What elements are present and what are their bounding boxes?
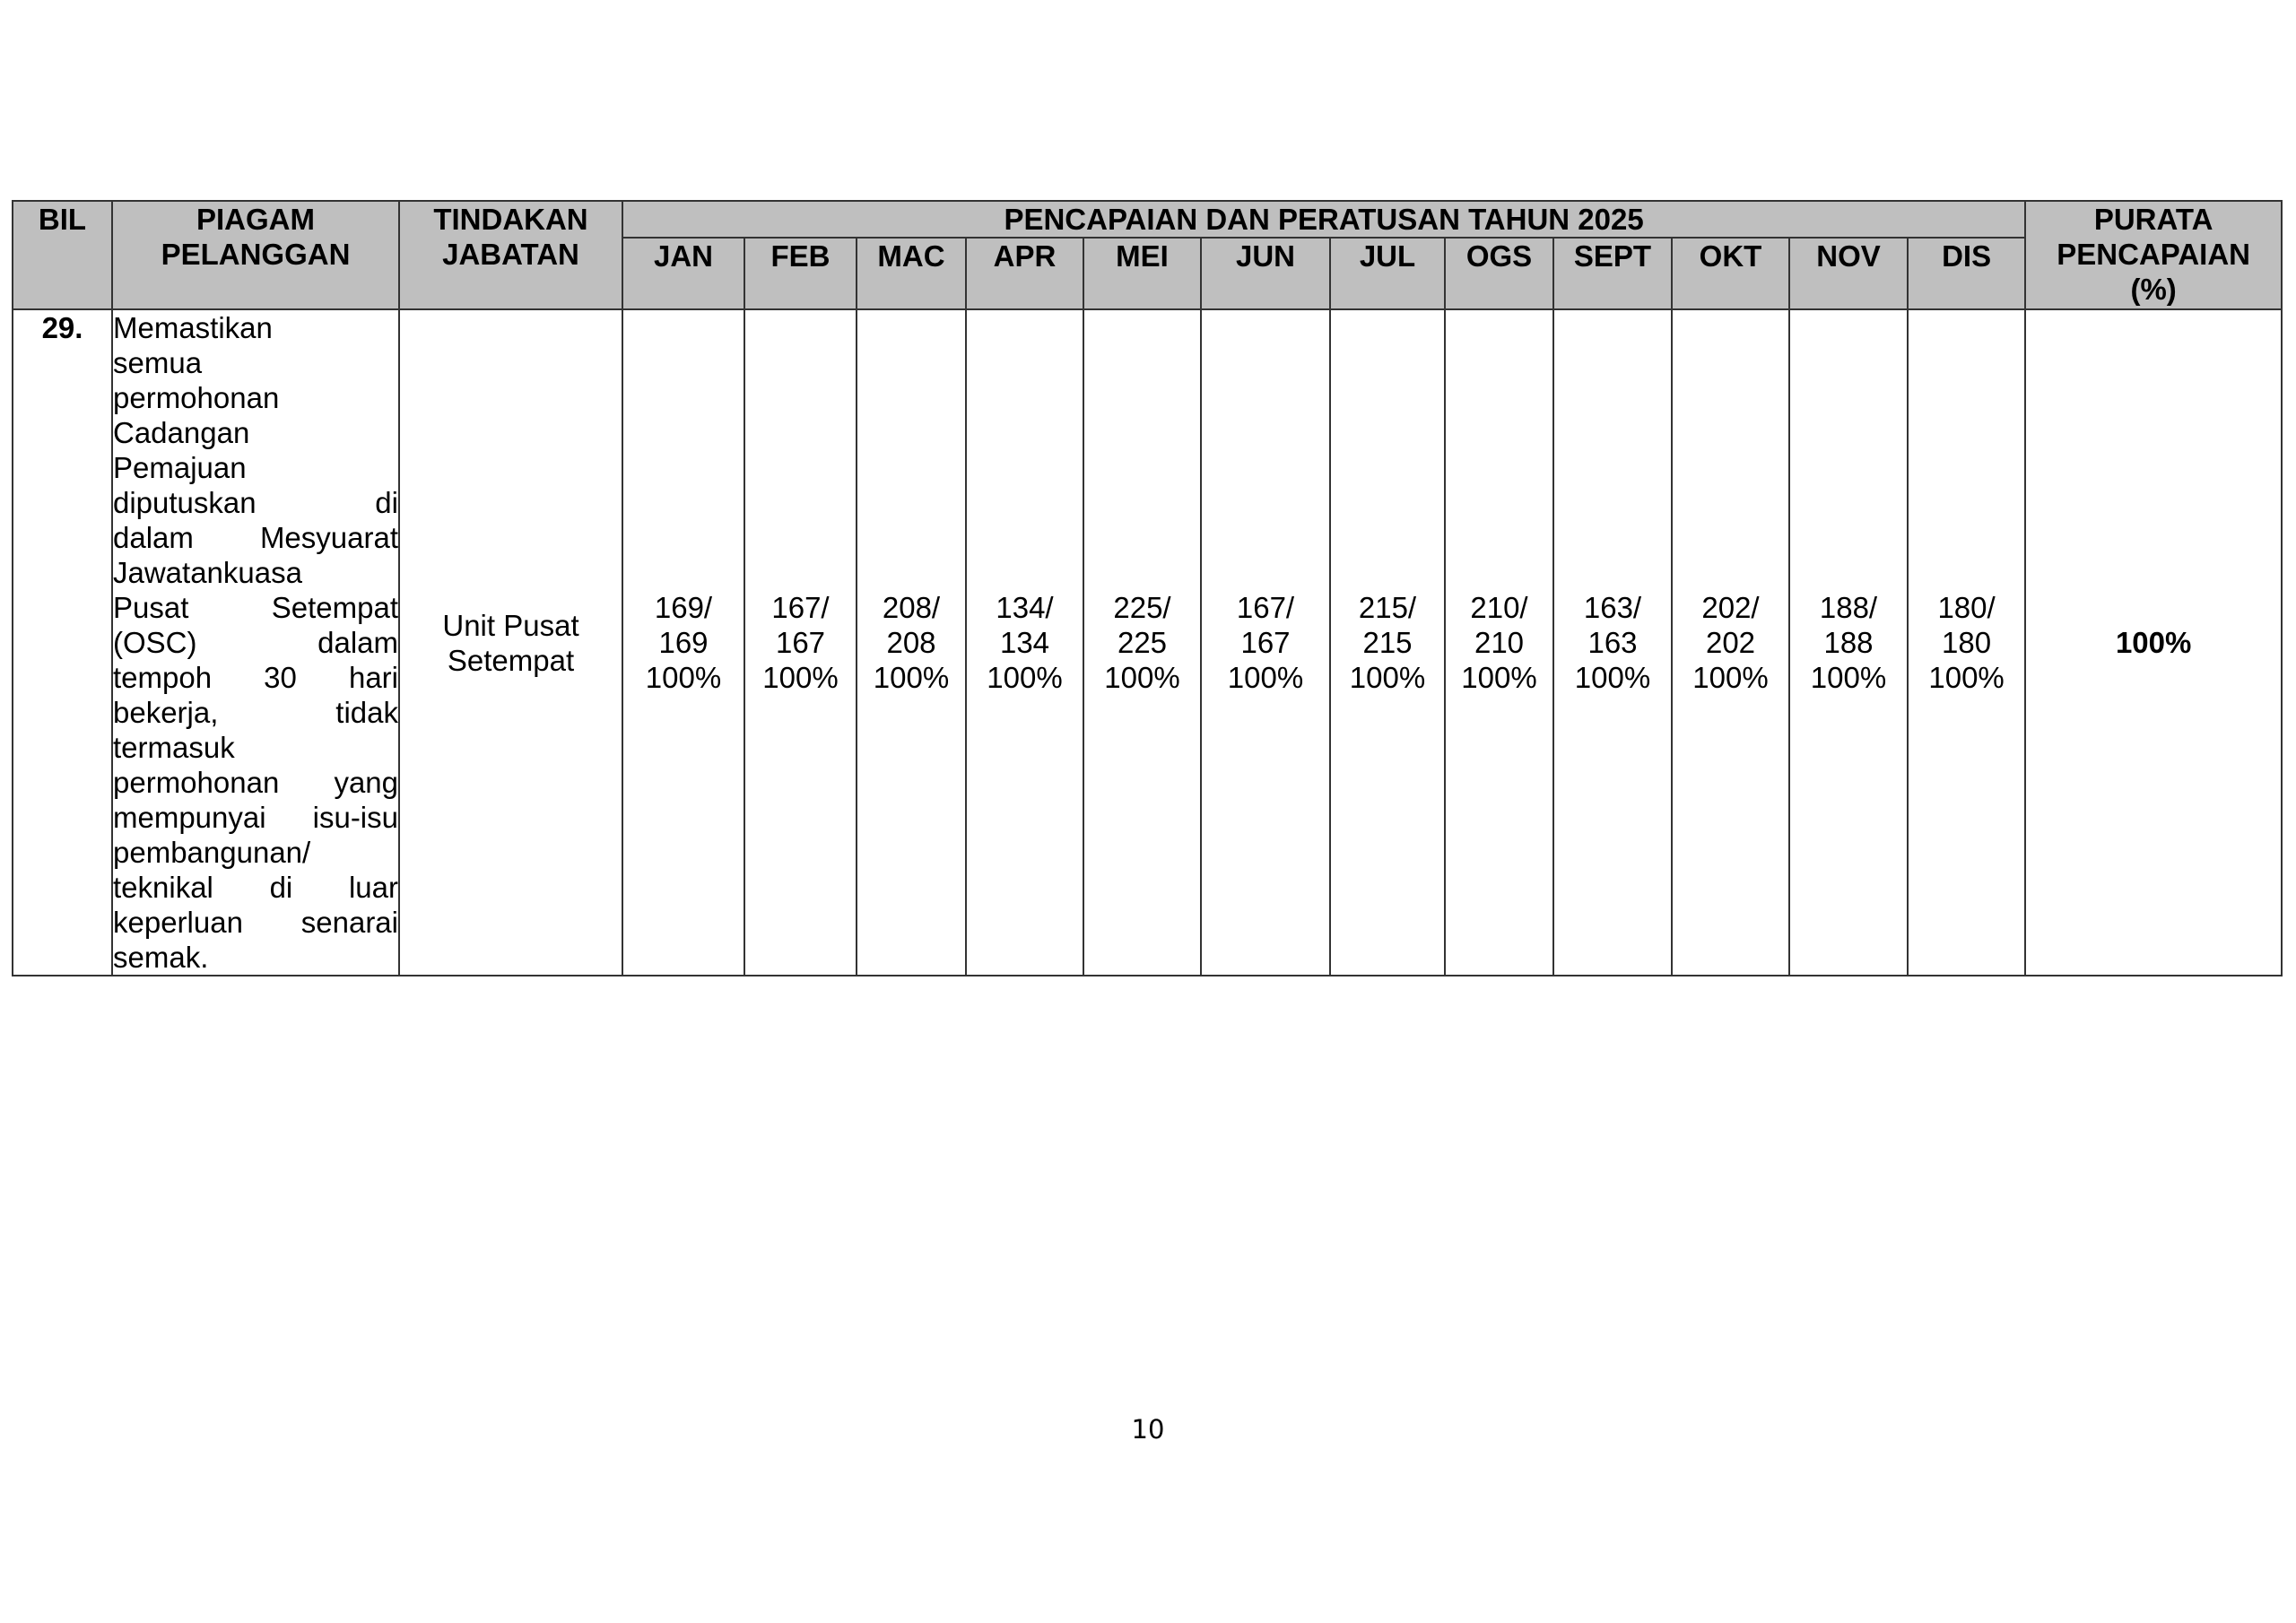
header-piagam: PIAGAM PELANGGAN — [112, 201, 399, 309]
header-month-dis: DIS — [1908, 238, 2025, 309]
header-month-sept: SEPT — [1553, 238, 1672, 309]
piagam-line: Pemajuan — [113, 451, 247, 484]
header-bil: BIL — [13, 201, 112, 309]
month-value-nov: 188/ 188 100% — [1789, 309, 1908, 976]
piagam-line: Pusat Setempat — [113, 591, 398, 624]
page-number: 10 — [1131, 1414, 1165, 1445]
header-tindakan: TINDAKAN JABATAN — [399, 201, 622, 309]
header-month-jan: JAN — [622, 238, 744, 309]
piagam-line: dalam Mesyuarat — [113, 521, 398, 554]
header-month-mei: MEI — [1083, 238, 1201, 309]
achievement-table — [12, 200, 2283, 976]
month-value-ogs: 210/ 210 100% — [1445, 309, 1553, 976]
header-month-jul: JUL — [1330, 238, 1445, 309]
piagam-line: Jawatankuasa — [113, 556, 302, 589]
month-value-mei: 225/ 225 100% — [1083, 309, 1201, 976]
piagam-line: mempunyai isu-isu — [113, 801, 398, 834]
header-month-feb: FEB — [744, 238, 857, 309]
piagam-line: diputuskan di — [113, 486, 398, 519]
piagam-line: (OSC) dalam — [113, 626, 398, 659]
month-value-okt: 202/ 202 100% — [1672, 309, 1789, 976]
row-piagam-text — [112, 309, 399, 976]
month-value-feb: 167/ 167 100% — [744, 309, 857, 976]
piagam-line: permohonan yang — [113, 766, 398, 799]
table-row — [13, 309, 2282, 976]
piagam-line: semak. — [113, 941, 209, 974]
month-value-jun: 167/ 167 100% — [1201, 309, 1330, 976]
month-value-jan: 169/ 169 100% — [622, 309, 744, 976]
header-purata: PURATA PENCAPAIAN (%) — [2025, 201, 2282, 309]
month-value-jul: 215/ 215 100% — [1330, 309, 1445, 976]
header-month-apr: APR — [966, 238, 1083, 309]
header-month-nov: NOV — [1789, 238, 1908, 309]
piagam-line: teknikal di luar — [113, 871, 398, 904]
row-purata-value: 100% — [2025, 309, 2282, 976]
month-value-dis: 180/ 180 100% — [1908, 309, 2025, 976]
month-value-apr: 134/ 134 100% — [966, 309, 1083, 976]
piagam-line: semua — [113, 346, 203, 379]
piagam-line: Cadangan — [113, 416, 250, 449]
piagam-line: tempoh 30 hari — [113, 661, 398, 694]
month-value-mac: 208/ 208 100% — [857, 309, 966, 976]
row-bil: 29. — [13, 309, 112, 976]
header-month-ogs: OGS — [1445, 238, 1553, 309]
piagam-line: Memastikan — [113, 311, 273, 344]
header-pencapaian: PENCAPAIAN DAN PERATUSAN TAHUN 2025 — [622, 201, 2025, 238]
piagam-line: keperluan senarai — [113, 906, 398, 939]
month-value-sept: 163/ 163 100% — [1553, 309, 1672, 976]
piagam-line: termasuk — [113, 731, 235, 764]
piagam-line: pembangunan/ — [113, 836, 311, 869]
piagam-line: permohonan — [113, 381, 280, 414]
header-month-mac: MAC — [857, 238, 966, 309]
row-tindakan: Unit Pusat Setempat — [399, 309, 622, 976]
header-month-jun: JUN — [1201, 238, 1330, 309]
header-month-okt: OKT — [1672, 238, 1789, 309]
piagam-line: bekerja, tidak — [113, 696, 398, 729]
